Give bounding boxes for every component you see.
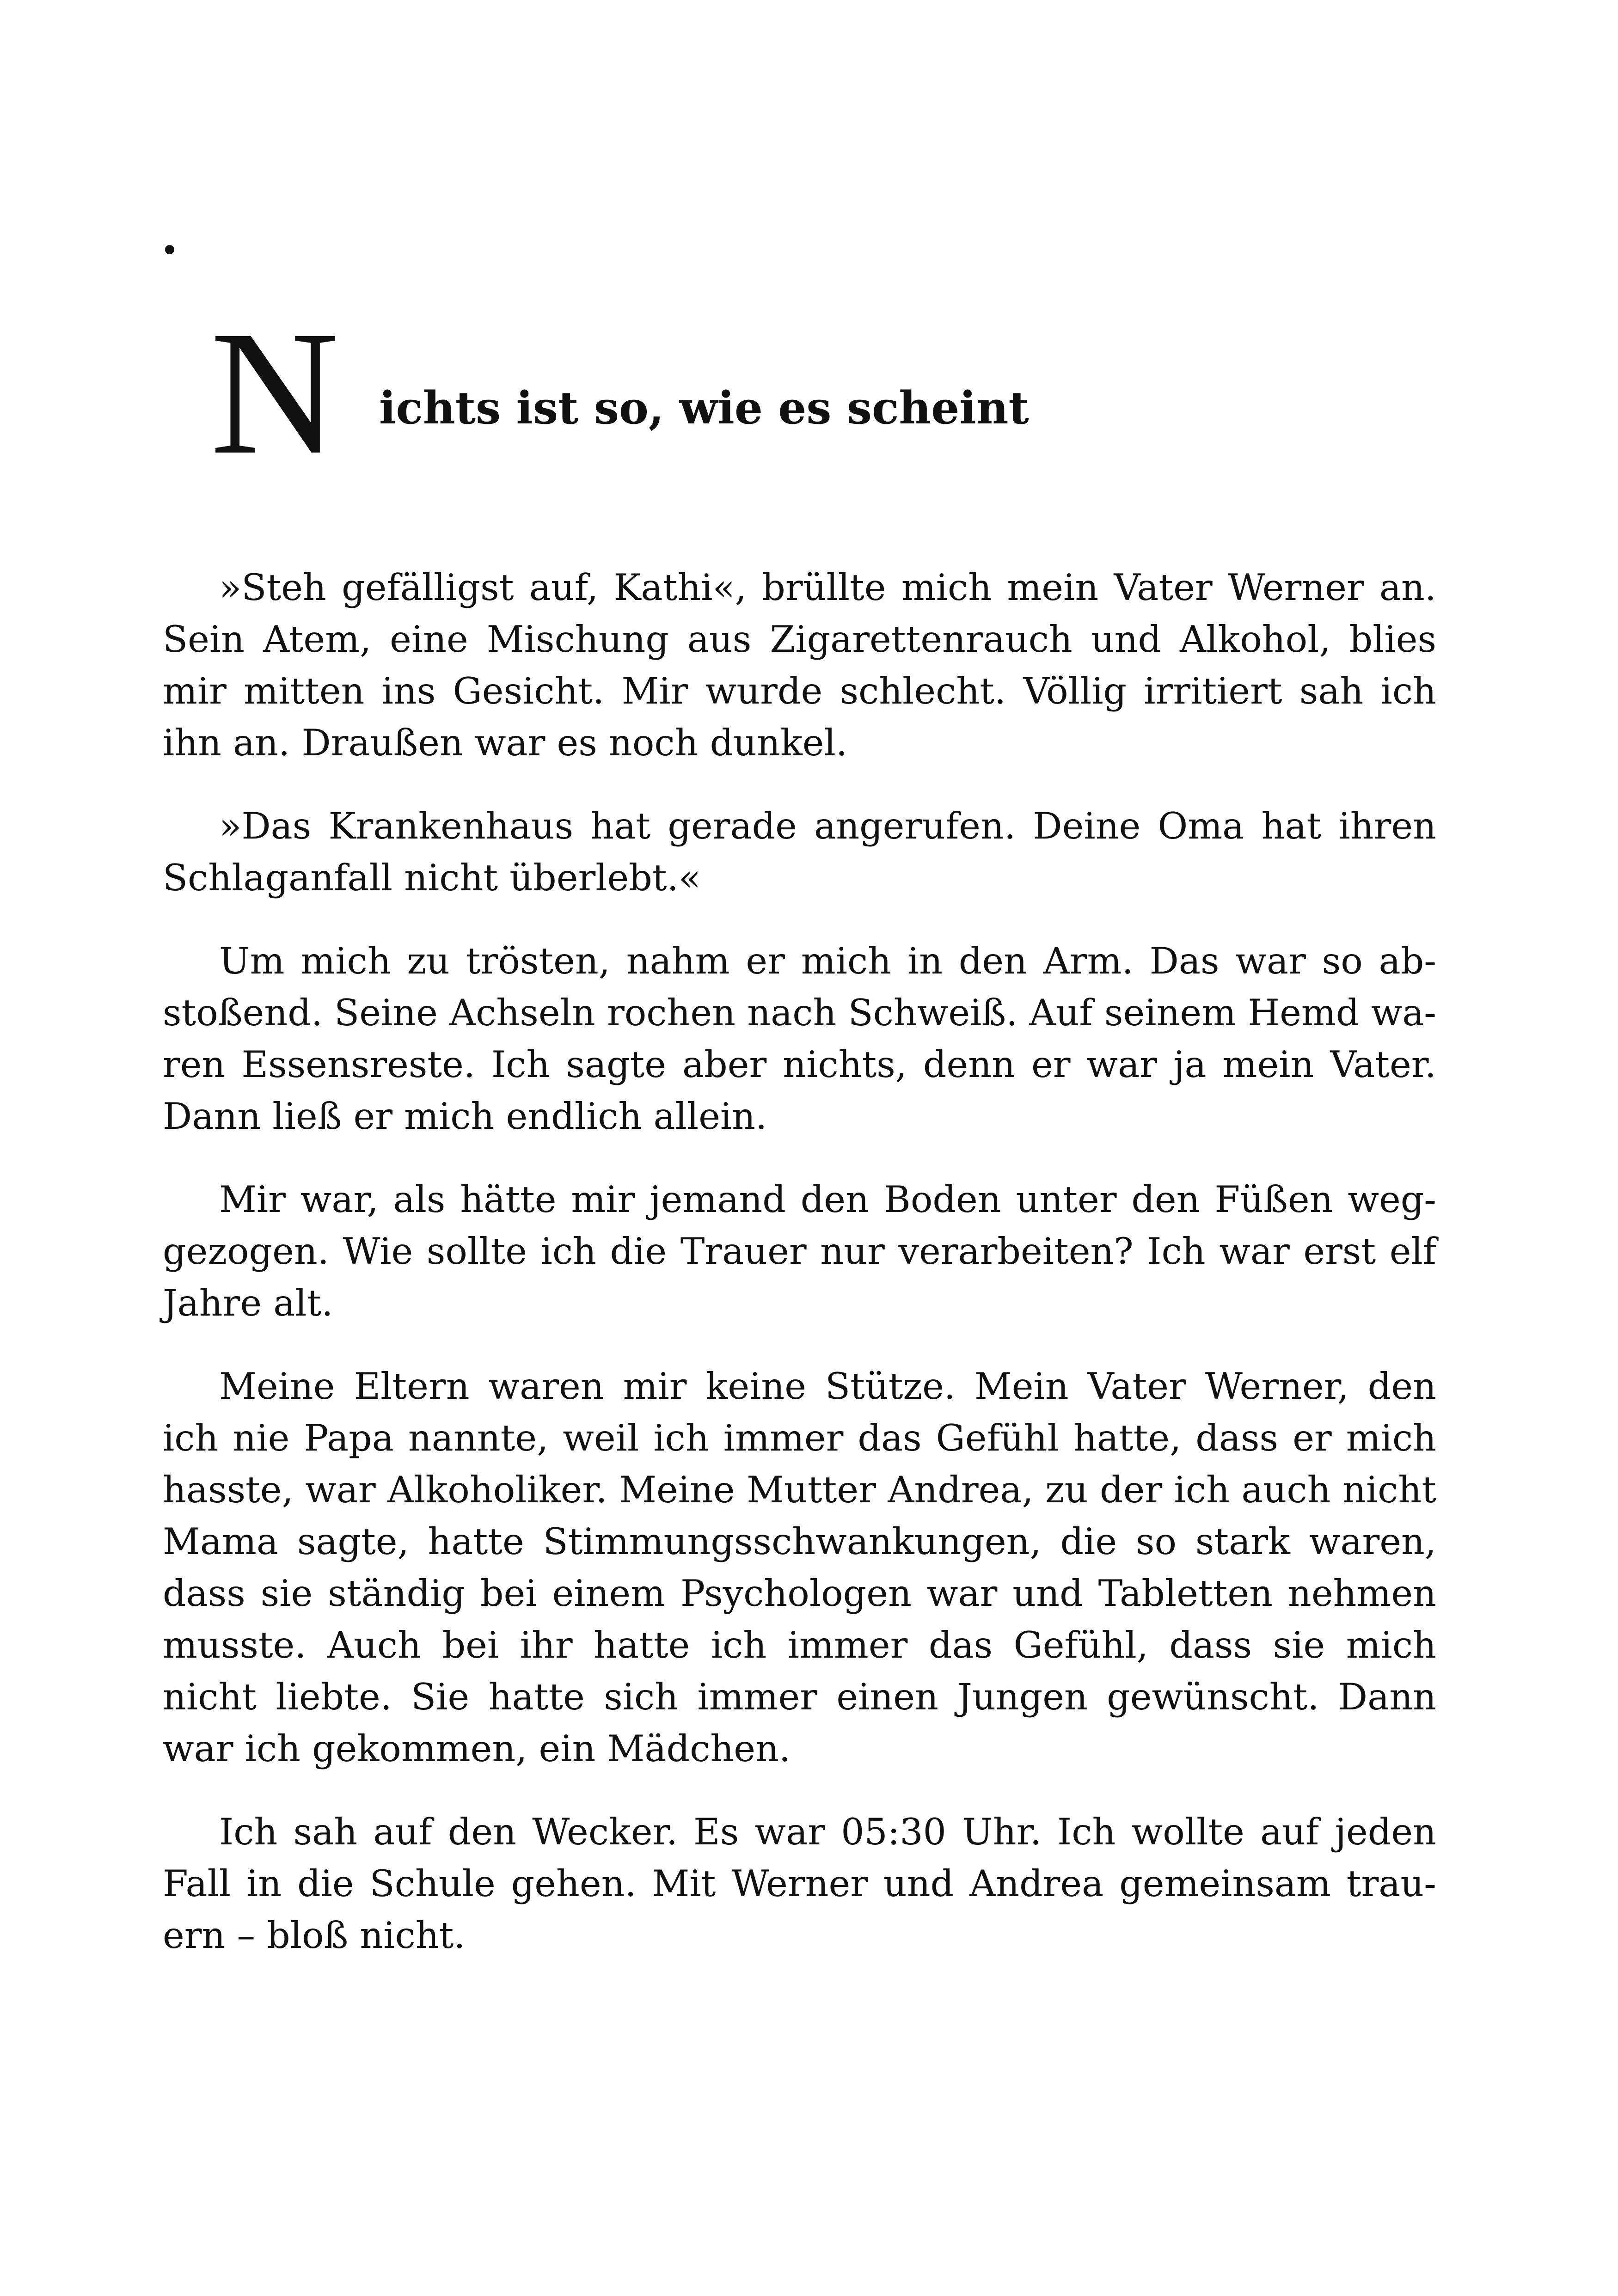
chapter-title bbox=[210, 294, 1459, 491]
paragraph-3: Um mich zu trösten, nahm er mich in den Arm. Das war so abstoßend. Seine Achseln rochen nach Schweiß. Auf seinem Hemd waren Essensreste. Ich sagte aber nichts, denn er war ja mein Vater. Dann ließ er mich endlich allein. bbox=[163, 940, 1436, 1138]
bullet-mark bbox=[165, 245, 174, 254]
paragraph-1: »Steh gefälligst auf, Kathi«, brüllte mich mein Vater Werner an. Sein Atem, eine Mischung aus Zigarettenrauch und Alkohol, blies mir mitten ins Gesicht. Mir wurde schlecht. Völlig irritiert sah ich ihn an. Draußen war es noch dunkel. bbox=[163, 566, 1436, 764]
chapter-title-text: ichts ist so, wie es scheint bbox=[379, 382, 1029, 434]
body-text bbox=[163, 562, 1436, 1993]
paragraph-2: »Das Krankenhaus hat gerade angerufen. Deine Oma hat ihren Schlaganfall nicht überlebt.« bbox=[163, 805, 1436, 899]
paragraph-6: Ich sah auf den Wecker. Es war 05:30 Uhr. Ich wollte auf jeden Fall in die Schule gehen. Mit Werner und Andrea gemeinsam trauern – bloß nicht. bbox=[163, 1811, 1436, 1957]
drop-cap-letter: N bbox=[210, 294, 339, 491]
paragraph-5: Meine Eltern waren mir keine Stütze. Mein Vater Werner, den ich nie Papa nannte, weil ich immer das Gefühl hatte, dass er mich hasste, war Alkoholiker. Meine Mutter Andrea, zu der ich auch nicht Mama sagte, hatte Stimmungsschwankungen, die so stark waren, dass sie ständig bei einem Psychologen war und Tabletten nehmen musste. Auch bei ihr hatte ich immer das Gefühl, dass sie mich nicht liebte. Sie hatte sich immer einen Jungen gewünscht. Dann war ich gekommen, ein Mädchen. bbox=[163, 1365, 1436, 1770]
paragraph-4: Mir war, als hätte mir jemand den Boden unter den Füßen weggezogen. Wie sollte ich die Trauer nur verarbeiten? Ich war erst elf Jahre alt. bbox=[163, 1178, 1436, 1324]
